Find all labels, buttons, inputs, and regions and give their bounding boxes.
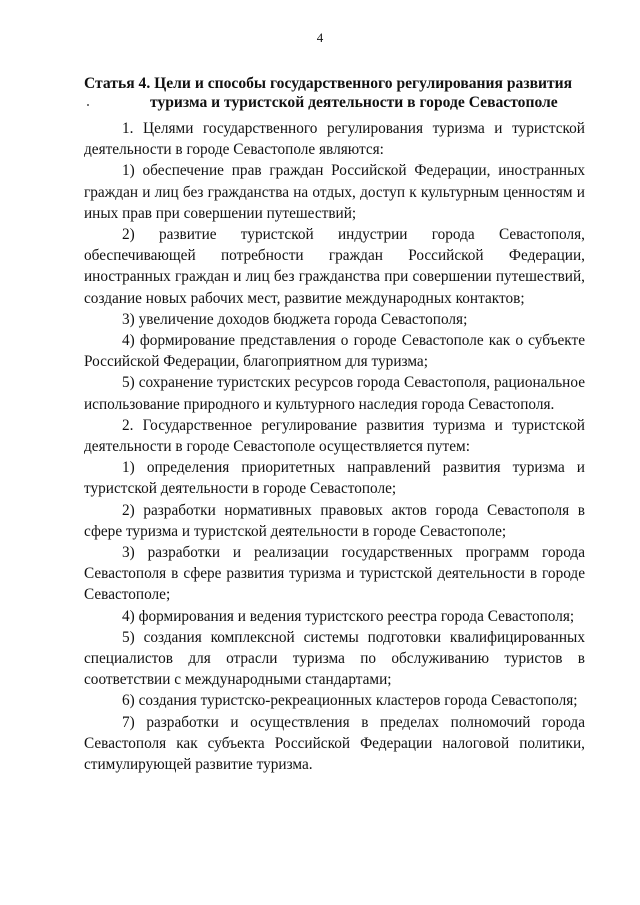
paragraph: 2) разработки нормативных правовых актов города Севастополя в сфере туризма и туристской деятельности в городе Севастополе; xyxy=(84,501,585,540)
page-number: 4 xyxy=(316,30,324,45)
paragraph: 1) обеспечение прав граждан Российской Федерации, иностранных граждан и лиц без гражданства на отдых, доступ к культурным ценностям и иных прав при совершении путешествий; xyxy=(84,162,585,222)
article-heading-line-1: Статья 4. Цели и способы государственного регулирования развития xyxy=(84,75,573,92)
paragraph: 3) разработки и реализации государственных программ города Севастополя в сфере развития туризма и туристской деятельности в городе Севастополе; xyxy=(84,544,585,604)
paragraph: 1. Целями государственного регулирования туризма и туристской деятельности в городе Севастополе являются: xyxy=(84,120,585,159)
paragraph: 4) формирование представления о городе Севастополе как о субъекте Российской Федерации, благоприятном для туризма; xyxy=(84,332,585,371)
paragraph: 2. Государственное регулирование развития туризма и туристской деятельности в городе Севастополе осуществляется путем: xyxy=(84,416,585,456)
paragraph: 4) формирования и ведения туристского реестра города Севастополя; xyxy=(122,607,575,625)
article-body xyxy=(84,118,585,775)
paragraph: 7) разработки и осуществления в пределах полномочий города Севастополя как субъекта Российской Федерации налоговой политики, стимулирующей развитие туризма. xyxy=(84,713,585,774)
paragraph: 5) сохранение туристских ресурсов города Севастополя, рациональное использование природного и культурного наследия города Севастополя. xyxy=(84,374,585,413)
article-heading xyxy=(84,74,584,112)
scan-speck xyxy=(87,104,89,106)
paragraph: 3) увеличение доходов бюджета города Севастополя; xyxy=(122,310,468,328)
paragraph: 2) развитие туристской индустрии города Севастополя, обеспечивающей потребности граждан Российской Федерации, иностранных граждан и лиц без гражданства при совершении путешествий, создание новых рабочих мест, развитие международных контактов; xyxy=(84,226,585,307)
paragraph: 1) определения приоритетных направлений развития туризма и туристской деятельности в городе Севастополе; xyxy=(84,459,585,498)
article-heading-line-2: туризма и туристской деятельности в городе Севастополе xyxy=(150,94,558,111)
paragraph: 5) создания комплексной системы подготовки квалифицированных специалистов для отрасли туризма по обслуживанию туристов в соответствии с международными стандартами; xyxy=(84,628,585,689)
paragraph: 6) создания туристско-рекреационных кластеров города Севастополя; xyxy=(122,692,578,710)
